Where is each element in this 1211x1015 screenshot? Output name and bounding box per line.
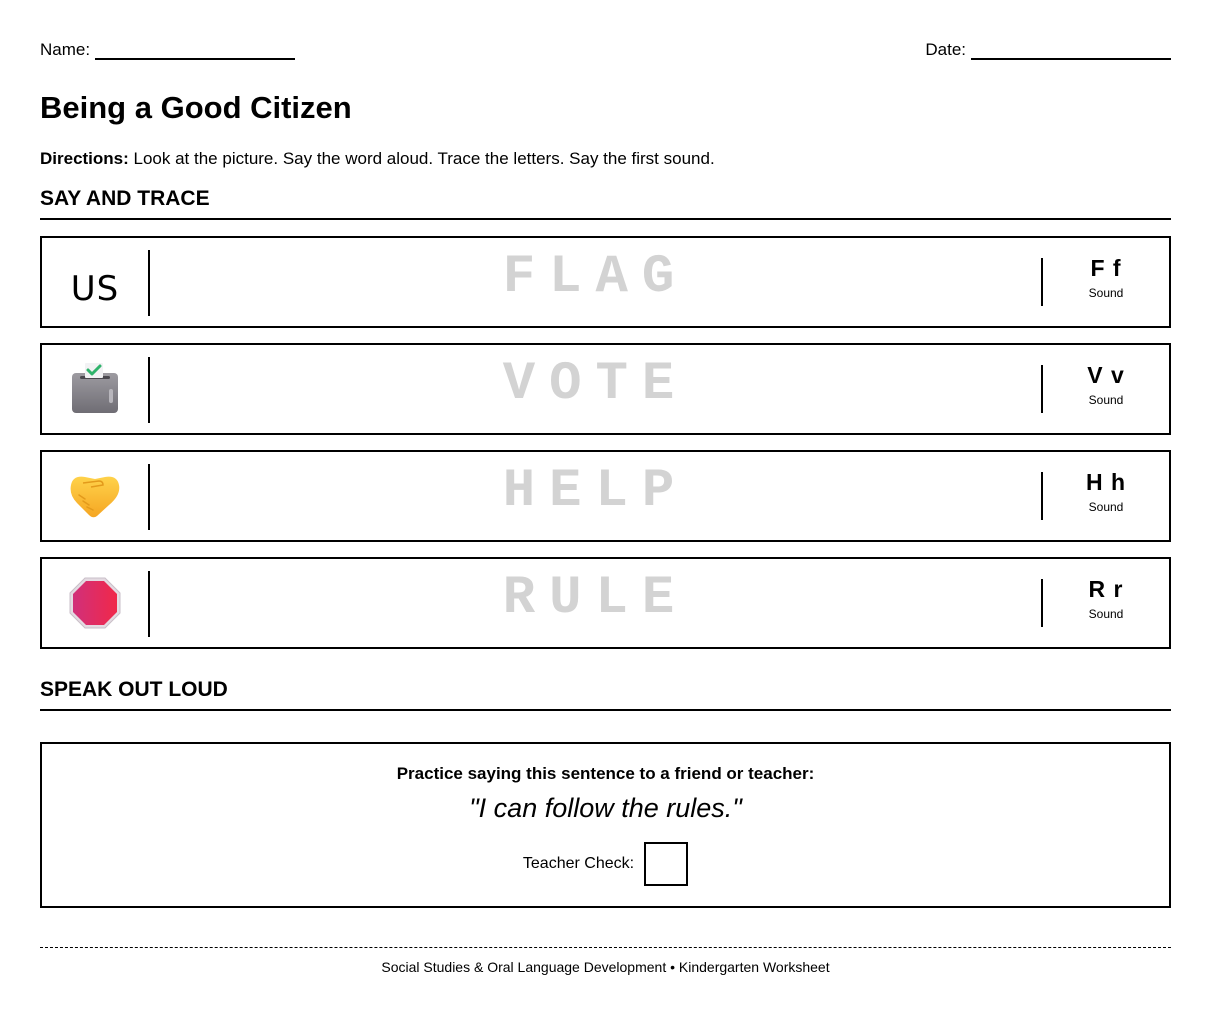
teacher-check-label: Teacher Check:: [522, 855, 635, 872]
trace-word[interactable]: FLAG: [502, 246, 689, 308]
handshake-icon: [69, 473, 121, 519]
section-heading-say-and-trace: SAY AND TRACE: [40, 187, 1171, 220]
trace-word[interactable]: HELP: [502, 460, 689, 522]
footer-text: Social Studies & Oral Language Development • Kindergarten Worksheet: [381, 959, 830, 975]
directions-text: Look at the picture. Say the word aloud. Trace the letters. Say the first sound.: [128, 149, 715, 168]
date-blank-line[interactable]: [971, 45, 1171, 60]
sound-letters: F f: [1090, 254, 1122, 281]
footer-divider: [40, 947, 1171, 948]
name-label: Name:: [40, 40, 91, 59]
teacher-check-checkbox[interactable]: [644, 842, 688, 886]
header-row: [40, 40, 1171, 60]
speak-prompt: Practice saying this sentence to a friend or teacher:: [396, 764, 815, 783]
stop-sign-icon: [69, 577, 121, 629]
trace-row-flag: [40, 236, 1171, 328]
sound-letters: V v: [1087, 361, 1125, 388]
sound-label: Sound: [1088, 392, 1124, 407]
ballot-box-icon: [70, 363, 120, 415]
sound-label: Sound: [1088, 606, 1124, 621]
sound-box: [1043, 559, 1169, 647]
us-flag-text: US: [70, 269, 120, 309]
teacher-check-row: [42, 842, 1169, 886]
date-field[interactable]: [925, 40, 1171, 60]
sound-letters: R r: [1088, 575, 1124, 602]
date-label: Date:: [925, 40, 966, 59]
trace-row-rule: [40, 557, 1171, 649]
section-heading-speak-out-loud: SPEAK OUT LOUD: [40, 678, 1171, 711]
name-field[interactable]: [40, 40, 295, 60]
practice-sentence: "I can follow the rules.": [469, 793, 742, 823]
speak-box: [40, 742, 1171, 908]
trace-row-vote: [40, 343, 1171, 435]
sound-letters: H h: [1085, 468, 1127, 495]
row-picture: [42, 452, 148, 540]
page-title: Being a Good Citizen: [40, 90, 352, 125]
row-picture: [42, 345, 148, 433]
directions-label: Directions:: [40, 149, 129, 168]
trace-row-help: [40, 450, 1171, 542]
sound-label: Sound: [1088, 285, 1124, 300]
sound-box: [1043, 452, 1169, 540]
name-blank-line[interactable]: [95, 45, 295, 60]
sound-box: [1043, 238, 1169, 326]
sound-box: [1043, 345, 1169, 433]
directions: [40, 149, 715, 169]
row-picture: [42, 559, 148, 647]
trace-word[interactable]: VOTE: [502, 353, 689, 415]
sound-label: Sound: [1088, 499, 1124, 514]
trace-word[interactable]: RULE: [502, 567, 689, 629]
row-picture: [42, 238, 148, 326]
